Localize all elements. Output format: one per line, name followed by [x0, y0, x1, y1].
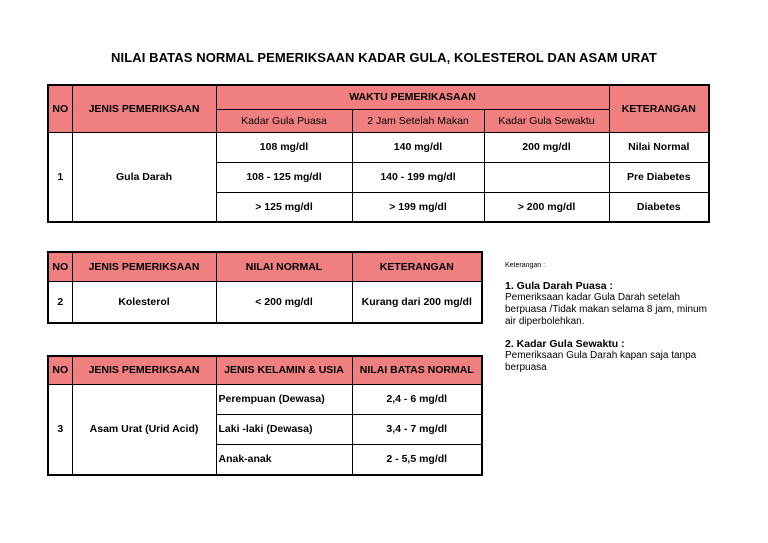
header-nilai-normal: NILAI NORMAL [216, 252, 352, 281]
header-no: NO [48, 356, 72, 384]
row-jenis: Gula Darah [72, 132, 216, 222]
cell-keterangan: Kurang dari 200 mg/dl [352, 281, 482, 323]
cell-batas: 2,4 - 6 mg/dl [352, 384, 482, 414]
cell-sewaktu [484, 162, 609, 192]
table-row [48, 281, 482, 323]
row-no: 1 [48, 132, 72, 222]
keterangan-notes [505, 260, 715, 384]
cell-nilai-normal: < 200 mg/dl [216, 281, 352, 323]
note-2-body: Pemeriksaan Gula Darah kapan saja tanpa berpuasa [505, 350, 697, 373]
header-jenis-pemeriksaan: JENIS PEMERIKSAAN [72, 252, 216, 281]
table-row [48, 384, 482, 414]
gula-darah-table [47, 84, 710, 223]
table-row [48, 132, 709, 162]
header-waktu-pemeriksaan: WAKTU PEMERIKASAAN [216, 85, 609, 109]
cell-puasa: 108 mg/dl [216, 132, 352, 162]
cell-2jam: 140 - 199 mg/dl [352, 162, 484, 192]
cell-keterangan: Pre Diabetes [609, 162, 709, 192]
note-1-body: Pemeriksaan kadar Gula Darah setelah berpuasa /Tidak makan selama 8 jam, minum air diperbolehkan. [505, 292, 707, 327]
cell-2jam: > 199 mg/dl [352, 192, 484, 222]
page-title: NILAI BATAS NORMAL PEMERIKSAAN KADAR GULA, KOLESTEROL DAN ASAM URAT [111, 50, 657, 65]
header-jenis-pemeriksaan: JENIS PEMERIKSAAN [72, 85, 216, 132]
cell-sewaktu: > 200 mg/dl [484, 192, 609, 222]
kolesterol-table [47, 251, 483, 324]
header-no: NO [48, 85, 72, 132]
row-no: 3 [48, 384, 72, 475]
row-jenis: Kolesterol [72, 281, 216, 323]
header-kadar-gula-sewaktu: Kadar Gula Sewaktu [484, 109, 609, 132]
cell-kelamin: Anak-anak [216, 444, 352, 475]
note-2-title: 2. Kadar Gula Sewaktu : [505, 338, 625, 350]
header-no: NO [48, 252, 72, 281]
header-jenis-pemeriksaan: JENIS PEMERIKSAAN [72, 356, 216, 384]
cell-2jam: 140 mg/dl [352, 132, 484, 162]
row-no: 2 [48, 281, 72, 323]
header-keterangan: KETERANGAN [352, 252, 482, 281]
cell-sewaktu: 200 mg/dl [484, 132, 609, 162]
cell-batas: 2 - 5,5 mg/dl [352, 444, 482, 475]
cell-keterangan: Nilai Normal [609, 132, 709, 162]
cell-kelamin: Perempuan (Dewasa) [216, 384, 352, 414]
cell-puasa: 108 - 125 mg/dl [216, 162, 352, 192]
header-nilai-batas-normal: NILAI BATAS NORMAL [352, 356, 482, 384]
note-1-title: 1. Gula Darah Puasa : [505, 280, 613, 292]
header-kadar-gula-puasa: Kadar Gula Puasa [216, 109, 352, 132]
row-jenis: Asam Urat (Urid Acid) [72, 384, 216, 475]
cell-kelamin: Laki -laki (Dewasa) [216, 414, 352, 444]
header-jenis-kelamin-usia: JENIS KELAMIN & USIA [216, 356, 352, 384]
cell-keterangan: Diabetes [609, 192, 709, 222]
cell-batas: 3,4 - 7 mg/dl [352, 414, 482, 444]
cell-puasa: > 125 mg/dl [216, 192, 352, 222]
asam-urat-table [47, 355, 483, 476]
notes-header: Keterangan : [505, 262, 546, 269]
header-keterangan: KETERANGAN [609, 85, 709, 132]
header-2-jam-setelah-makan: 2 Jam Setelah Makan [352, 109, 484, 132]
